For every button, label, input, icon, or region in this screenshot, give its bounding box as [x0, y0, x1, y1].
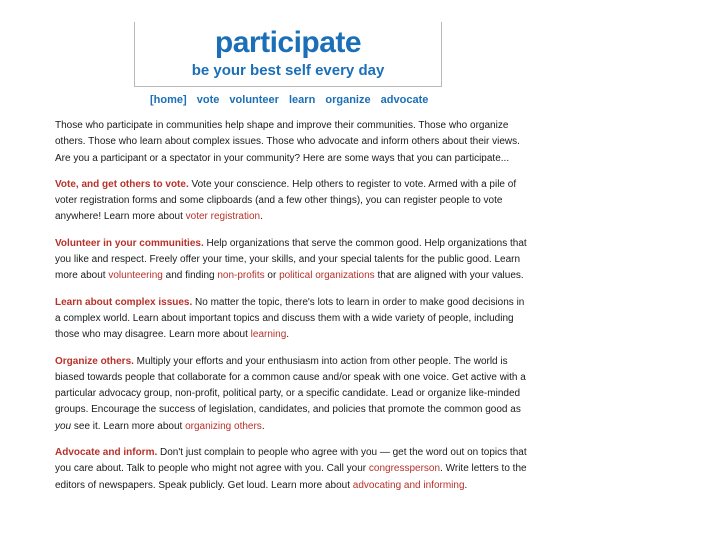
nav-learn-link[interactable]: learn [289, 94, 316, 106]
organize-body-2: see it. Learn more about [71, 420, 186, 432]
volunteer-section [55, 236, 530, 285]
organize-body: Multiply your efforts and your enthusiasm into action from other people. The world is biased towards people that collaborate for a common cause and/or speak with one voice. Get active with a particular advocacy group, non-profit, political party, or a specific candidate. Lead or organize like-minded groups. Encourage the success of legislation, candidates, and policies that promote the common good as [55, 355, 526, 416]
voter-registration-link[interactable]: voter registration [185, 211, 261, 223]
organize-end: . [261, 420, 265, 432]
organize-heading: Organize others. [55, 355, 134, 367]
organize-section [55, 354, 530, 435]
site-title: participate [214, 26, 362, 59]
advocate-section [55, 445, 530, 494]
volunteer-body: Help organizations that serve the common good. Help organizations that you like and respect. Freely offer your time, your skills, and your special talents for the public good. Learn more about [55, 237, 527, 282]
site-tagline: be your best self every day [191, 62, 385, 79]
volunteering-link[interactable]: volunteering [108, 270, 163, 282]
political-organizations-link[interactable]: political organizations [279, 270, 375, 282]
volunteer-heading: Volunteer in your communities. [55, 237, 204, 249]
learn-end: . [286, 329, 290, 341]
organize-emphasis: you [55, 420, 72, 432]
organizing-others-link[interactable]: organizing others [185, 420, 262, 432]
learn-heading: Learn about complex issues. [55, 296, 193, 308]
main-content [55, 118, 530, 504]
learning-link[interactable]: learning [250, 329, 287, 341]
non-profits-link[interactable]: non-profits [217, 270, 265, 282]
nav-organize-link[interactable]: organize [325, 94, 371, 106]
nav-volunteer-link[interactable]: volunteer [229, 94, 279, 106]
intro-paragraph: Those who participate in communities help shape and improve their communities. Those who organize others. Those who learn about complex issues. Those who advocate and inform others about their views. Are you a participant or a spectator in your community? Here are some ways that you can participate... [55, 120, 520, 164]
main-nav [150, 93, 435, 107]
nav-home-link[interactable]: [home] [150, 94, 187, 106]
congressperson-link[interactable]: congressperson [368, 463, 441, 475]
site-header [134, 22, 442, 87]
learn-section [55, 295, 530, 344]
volunteer-mid-2: or [264, 270, 280, 282]
advocate-mid-1: . Write letters to the editors of newspapers. Speak publicly. Get loud. Learn more about [55, 463, 527, 491]
learn-body: No matter the topic, there's lots to learn in order to make good decisions in a complex world. Learn about important topics and discuss them with a wide variety of people, including those who may disagree. Learn more about [55, 296, 525, 341]
volunteer-mid-1: and finding [162, 270, 218, 282]
advocate-end: . [464, 479, 468, 491]
advocate-heading: Advocate and inform. [55, 447, 158, 459]
advocating-informing-link[interactable]: advocating and informing [352, 479, 465, 491]
vote-section [55, 177, 530, 226]
volunteer-end: that are aligned with your values. [374, 270, 524, 282]
vote-heading: Vote, and get others to vote. [55, 178, 189, 190]
advocate-body: Don't just complain to people who agree with you — get the word out on topics that you care about. Talk to people who might not agree with you. Call your [55, 447, 527, 475]
nav-advocate-link[interactable]: advocate [380, 94, 429, 106]
nav-vote-link[interactable]: vote [196, 94, 220, 106]
vote-body: Vote your conscience. Help others to register to vote. Armed with a pile of voter registration forms and some clipboards (and a few other things), you can register people to vote anywhere! Learn more about [55, 178, 517, 223]
vote-end: . [260, 211, 263, 223]
